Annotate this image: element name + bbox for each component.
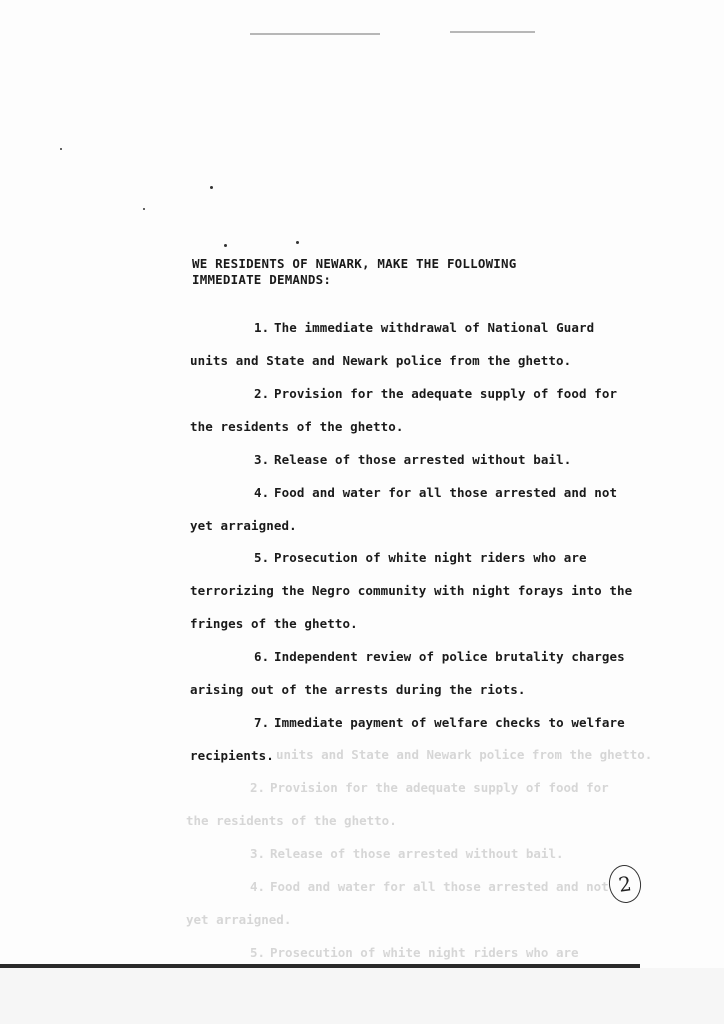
scan-speck xyxy=(60,148,62,150)
scan-underlying-page xyxy=(0,968,724,1024)
demand-number: 1. xyxy=(254,320,270,335)
demand-number: 3. xyxy=(254,452,270,467)
scan-speck xyxy=(296,241,299,244)
demand-item-5 xyxy=(190,541,633,640)
demand-text: Food and water for all those arrested and not xyxy=(274,485,618,500)
demand-number: 6. xyxy=(254,649,270,664)
demand-item-6 xyxy=(190,640,625,706)
demand-text-continued: arising out of the arrests during the riots. xyxy=(190,682,526,697)
demand-item-4 xyxy=(190,476,618,542)
demand-number: 4. xyxy=(254,485,270,500)
heading-line-2: IMMEDIATE DEMANDS: xyxy=(192,272,332,287)
demand-text-continued: fringes of the ghetto. xyxy=(190,616,358,631)
scan-speck xyxy=(143,208,145,210)
demand-text-continued: recipients. xyxy=(190,748,274,763)
demand-item-1 xyxy=(190,311,610,377)
demand-item-2 xyxy=(190,377,618,443)
demand-text: The immediate withdrawal of National Guard xyxy=(274,320,595,335)
scan-artifact-line xyxy=(250,33,380,35)
demand-text: Immediate payment of welfare checks to welfare xyxy=(274,715,625,730)
bleed-through-text: units and State and Newark police from the ghetto. 2. Provision for the adequate supply of food for the residents of the ghetto. 3. Release of those arrested without bail. 4. Food and water for all those arrested and not yet arraigned. 5. Prosecution of white night riders who are xyxy=(186,747,653,960)
demand-text: Independent review of police brutality charges xyxy=(274,649,625,664)
demand-text: Prosecution of white night riders who are xyxy=(274,550,587,565)
demand-text-continued: yet arraigned. xyxy=(190,518,297,533)
demand-text-continued: the residents of the ghetto. xyxy=(190,419,404,434)
demands-heading xyxy=(192,256,612,288)
demand-text: Release of those arrested without bail. xyxy=(274,452,572,467)
demand-number: 7. xyxy=(254,715,270,730)
scan-artifact-line xyxy=(450,31,535,33)
demand-number: 5. xyxy=(254,550,270,565)
circled-page-number: 2 xyxy=(607,863,644,905)
scan-speck xyxy=(224,244,227,247)
demand-text: Provision for the adequate supply of food for xyxy=(274,386,618,401)
scan-speck xyxy=(210,186,213,189)
heading-line-1: WE RESIDENTS OF NEWARK, MAKE THE FOLLOWING xyxy=(192,256,517,271)
demand-number: 2. xyxy=(254,386,270,401)
demand-text-continued: units and State and Newark police from the ghetto. xyxy=(190,353,572,368)
demand-text-continued: terrorizing the Negro community with night forays into the xyxy=(190,583,633,598)
demand-item-3 xyxy=(190,443,610,476)
